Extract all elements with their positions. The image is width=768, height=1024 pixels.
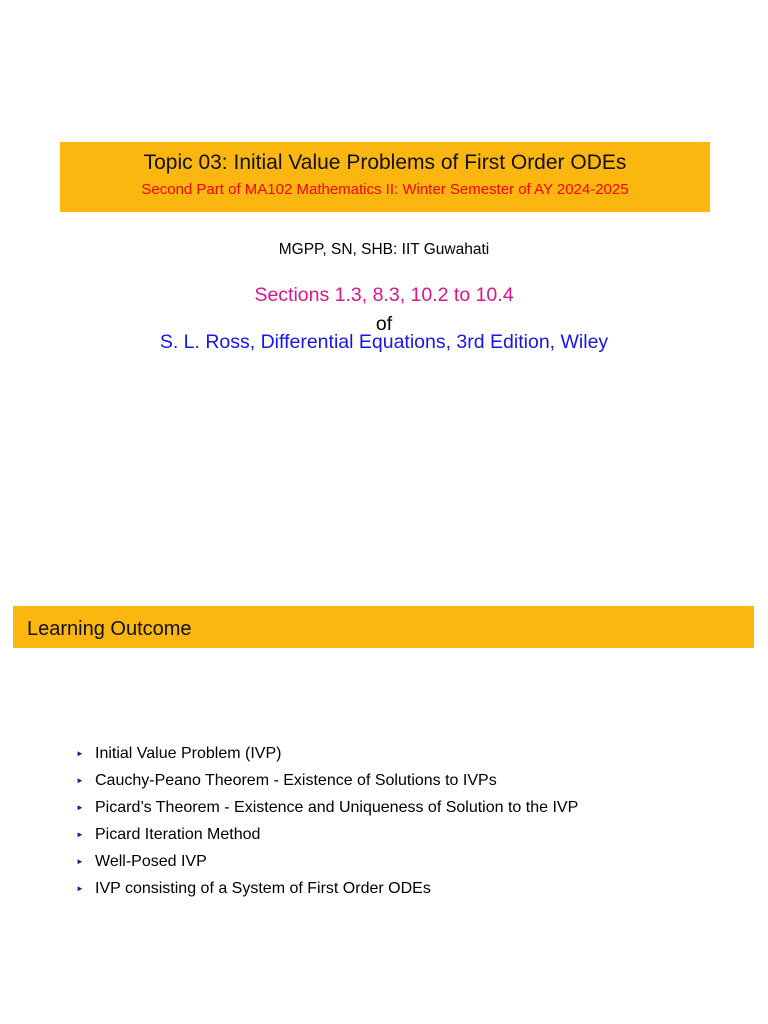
list-item <box>76 848 578 875</box>
reference-connector: of <box>375 313 393 335</box>
authors-line: MGPP, SN, SHB: IIT Guwahati <box>278 241 490 258</box>
reference-book: S. L. Ross, Differential Equations, 3rd Edition, Wiley <box>159 331 609 353</box>
bullet-triangle-icon: ► <box>76 884 84 893</box>
page-subtitle: Second Part of MA102 Mathematics II: Winter Semester of AY 2024-2025 <box>141 181 629 198</box>
list-item <box>76 821 578 848</box>
list-item-text: Picard Iteration Method <box>95 826 261 843</box>
list-item <box>76 767 578 794</box>
learning-outcome-header <box>13 606 754 648</box>
list-item-text: Cauchy-Peano Theorem - Existence of Solutions to IVPs <box>95 772 497 789</box>
list-item <box>76 740 578 767</box>
reference-sections: Sections 1.3, 8.3, 10.2 to 10.4 <box>254 284 514 306</box>
learning-outcome-list <box>76 740 578 902</box>
list-item <box>76 794 578 821</box>
list-item <box>76 875 578 902</box>
bullet-triangle-icon: ► <box>76 830 84 839</box>
bullet-triangle-icon: ► <box>76 857 84 866</box>
list-item-text: Initial Value Problem (IVP) <box>95 745 282 762</box>
list-item-text: IVP consisting of a System of First Order ODEs <box>95 880 431 897</box>
list-item-text: Picard’s Theorem - Existence and Uniqueness of Solution to the IVP <box>95 799 579 816</box>
list-item-text: Well-Posed IVP <box>95 853 207 870</box>
bullet-triangle-icon: ► <box>76 803 84 812</box>
bullet-triangle-icon: ► <box>76 749 84 758</box>
title-block <box>60 142 710 212</box>
learning-outcome-title: Learning Outcome <box>27 618 192 640</box>
page-title: Topic 03: Initial Value Problems of First Order ODEs <box>143 151 627 174</box>
bullet-triangle-icon: ► <box>76 776 84 785</box>
